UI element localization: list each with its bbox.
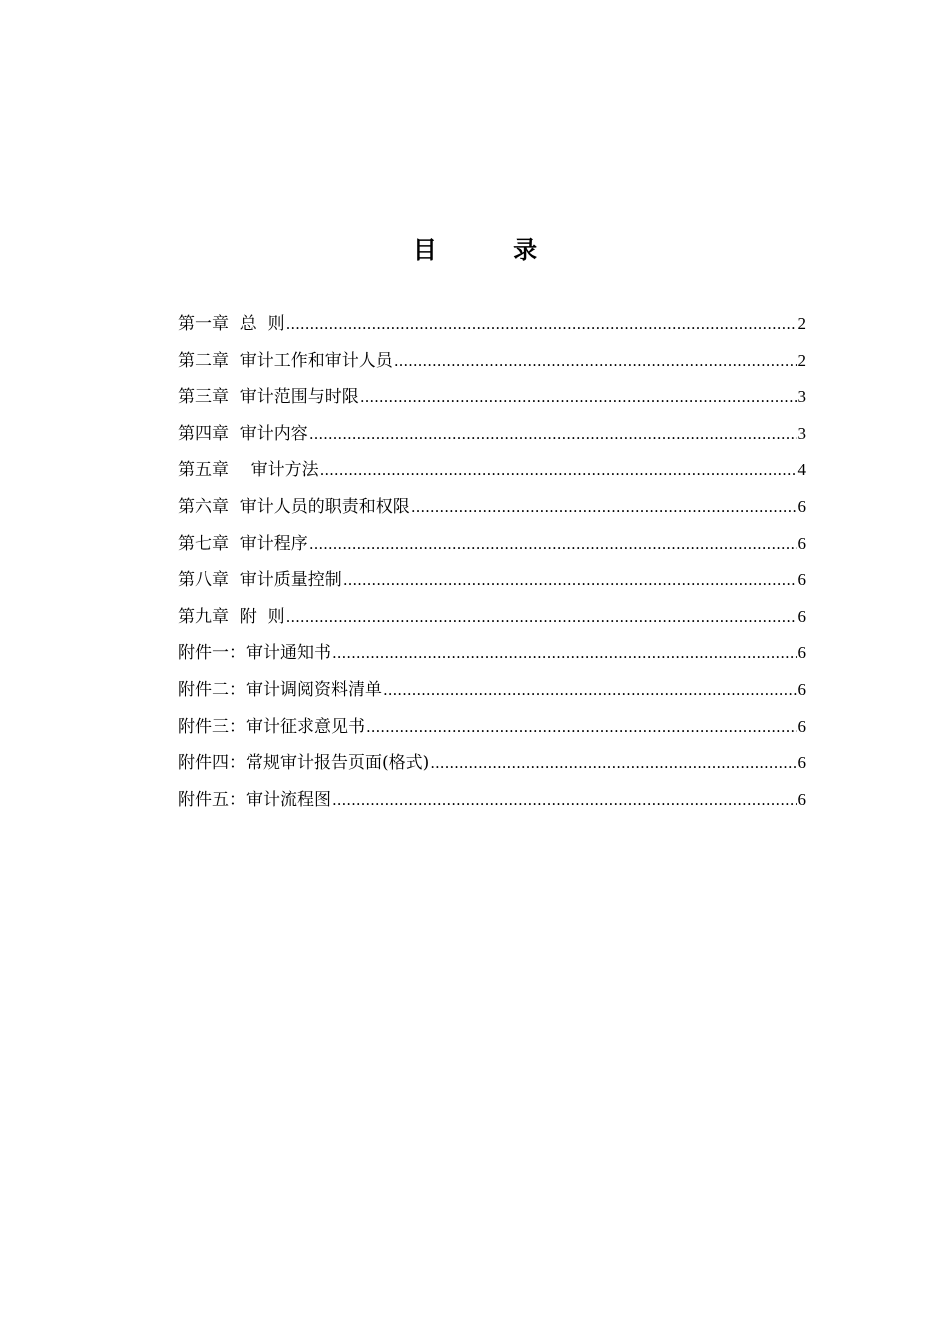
toc-entry-label: 附件三：审计征求意见书: [178, 716, 365, 737]
toc-dot-leader: [366, 709, 797, 746]
toc-entry-page: 6: [797, 533, 806, 553]
toc-entry-page: 6: [797, 789, 806, 809]
toc-entry[interactable]: [178, 452, 806, 489]
toc-dot-leader: [394, 343, 797, 380]
toc-dot-leader: [411, 489, 797, 526]
toc-entry-label: 第二章 审计工作和审计人员: [178, 350, 393, 371]
toc-entry-label: 第五章 审计方法: [178, 460, 319, 481]
toc-dot-leader: [430, 745, 796, 782]
toc-dot-leader: [332, 635, 797, 672]
toc-entry-page: 3: [797, 423, 806, 443]
toc-dot-leader: [286, 306, 797, 343]
toc-entry-label: 第七章 审计程序: [178, 533, 308, 554]
toc-entry[interactable]: [178, 306, 806, 343]
toc-entry-page: 6: [797, 570, 806, 590]
toc-entry-label: 第三章 审计范围与时限: [178, 387, 359, 408]
toc-entry[interactable]: [178, 635, 806, 672]
toc-entry-page: 6: [797, 496, 806, 516]
toc-entry-page: 6: [797, 716, 806, 736]
toc-entry[interactable]: [178, 782, 806, 819]
toc-dot-leader: [320, 452, 797, 489]
toc-entry[interactable]: [178, 379, 806, 416]
toc-dot-leader: [343, 562, 797, 599]
toc-entry-label: 附件五：审计流程图: [178, 789, 331, 810]
toc-entry-page: 6: [797, 753, 806, 773]
toc-entry-label: 附件一：审计通知书: [178, 643, 331, 664]
toc-dot-leader: [309, 416, 797, 453]
toc-entry-label: 第一章 总 则: [178, 314, 285, 334]
toc-entry[interactable]: [178, 416, 806, 453]
toc-dot-leader: [309, 526, 797, 563]
toc-entry-label: 第八章 审计质量控制: [178, 570, 342, 591]
toc-dot-leader: [383, 672, 797, 709]
toc-entry[interactable]: [178, 343, 806, 380]
toc-entry[interactable]: [178, 599, 806, 636]
toc-entry[interactable]: [178, 709, 806, 746]
toc-entry-page: 2: [797, 314, 806, 333]
toc-entry-page: 3: [797, 387, 806, 407]
toc-dot-leader: [286, 599, 797, 636]
toc-entry-page: 2: [797, 350, 806, 370]
toc-dot-leader: [360, 379, 797, 416]
toc-list: [178, 306, 806, 818]
toc-entry-page: 6: [797, 606, 806, 626]
toc-entry[interactable]: [178, 526, 806, 563]
toc-title: 目 录: [412, 236, 572, 264]
toc-entry-label: 附件二：审计调阅资料清单: [178, 679, 382, 700]
toc-entry-label: 附件四：常规审计报告页面(格式): [178, 753, 430, 774]
toc-entry[interactable]: [178, 745, 806, 782]
toc-entry-page: 6: [797, 643, 806, 663]
toc-entry-label: 第九章 附 则: [178, 606, 285, 627]
toc-entry-page: 4: [797, 460, 806, 480]
toc-entry-label: 第四章 审计内容: [178, 423, 308, 444]
toc-entry[interactable]: [178, 672, 806, 709]
toc-entry[interactable]: [178, 489, 806, 526]
toc-entry-label: 第六章 审计人员的职责和权限: [178, 496, 410, 517]
toc-entry-page: 6: [797, 679, 806, 699]
toc-dot-leader: [332, 782, 797, 819]
toc-entry[interactable]: [178, 562, 806, 599]
